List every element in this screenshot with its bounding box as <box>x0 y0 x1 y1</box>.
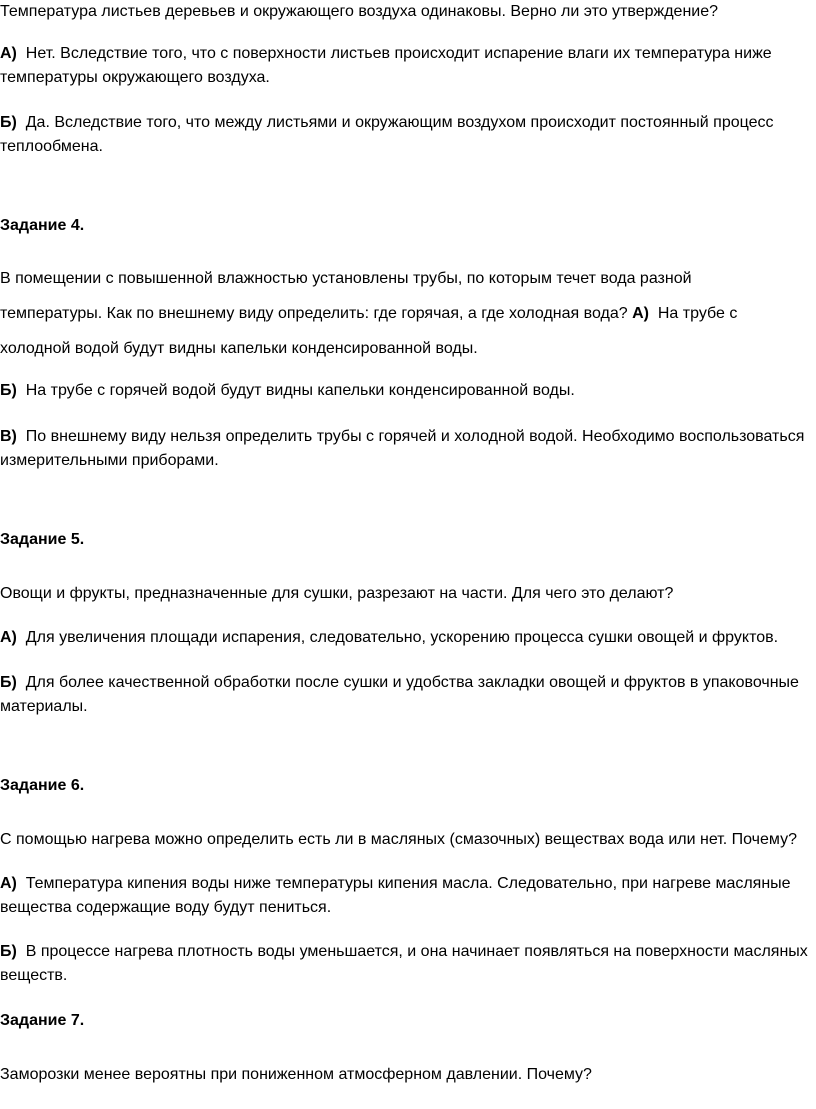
task4-answer-c-line2: измерительными приборами. <box>0 452 219 469</box>
answer-a-text: На трубе с <box>657 305 738 322</box>
task4-question-line1: В помещении с повышенной влажностью установлены трубы, по которым течет вода разной <box>0 270 692 287</box>
task5-answer-a-line1 <box>0 627 778 649</box>
answer-a-text: Температура кипения воды ниже температуры кипения масла. Следовательно, при нагреве масляные <box>25 875 791 892</box>
intro-answer-b-line1 <box>0 112 774 134</box>
task6-heading: Задание 6. <box>0 777 85 794</box>
task4-question-text: температуры. Как по внешнему виду определить: где горячая, а где холодная вода? <box>0 305 628 322</box>
answer-a-text: Для увеличения площади испарения, следовательно, ускорению процесса сушки овощей и фруктов. <box>25 629 779 646</box>
intro-answer-a-line1 <box>0 43 772 65</box>
answer-b-text: В процессе нагрева плотность воды уменьшается, и она начинает появляться на поверхности масляных <box>25 943 808 960</box>
task5-answer-b-line2: материалы. <box>0 698 88 715</box>
task4-question-line2 <box>0 303 737 325</box>
answer-c-label: В) <box>0 428 17 445</box>
task6-answer-b-line1 <box>0 941 808 963</box>
answer-a-label: А) <box>0 45 17 62</box>
answer-b-text: На трубе с горячей водой будут видны капельки конденсированной воды. <box>25 382 575 399</box>
task5-heading: Задание 5. <box>0 531 85 548</box>
task6-answer-b-line2: веществ. <box>0 967 68 984</box>
task4-answer-c-line1 <box>0 426 804 448</box>
answer-b-label: Б) <box>0 674 17 691</box>
intro-answer-b-line2: теплообмена. <box>0 138 103 155</box>
answer-a-label: А) <box>0 629 17 646</box>
task5-question: Овощи и фрукты, предназначенные для сушки, разрезают на части. Для чего это делают? <box>0 585 674 602</box>
task7-question: Заморозки менее вероятны при пониженном атмосферном давлении. Почему? <box>0 1066 592 1083</box>
task6-answer-a-line1 <box>0 873 791 895</box>
answer-a-label: А) <box>632 305 649 322</box>
intro-question: Температура листьев деревьев и окружающего воздуха одинаковы. Верно ли это утверждение? <box>0 3 719 20</box>
answer-b-label: Б) <box>0 382 17 399</box>
answer-b-text: Да. Вследствие того, что между листьями и окружающим воздухом происходит постоянный процесс <box>25 114 774 131</box>
task5-answer-b-line1 <box>0 672 799 694</box>
answer-c-text: По внешнему виду нельзя определить трубы с горячей и холодной водой. Необходимо воспользоваться <box>25 428 805 445</box>
task4-heading: Задание 4. <box>0 217 85 234</box>
intro-answer-a-line2: температуры окружающего воздуха. <box>0 69 270 86</box>
task4-answer-b-line1 <box>0 380 575 402</box>
task7-heading: Задание 7. <box>0 1012 85 1029</box>
answer-b-label: Б) <box>0 943 17 960</box>
answer-a-label: А) <box>0 875 17 892</box>
task4-answer-a-line2: холодной водой будут видны капельки конденсированной воды. <box>0 340 478 357</box>
task6-question: С помощью нагрева можно определить есть ли в масляных (смазочных) веществах вода или нет. Почему? <box>0 831 797 848</box>
answer-b-label: Б) <box>0 114 17 131</box>
task6-answer-a-line2: вещества содержащие воду будут пениться. <box>0 899 332 916</box>
answer-b-text: Для более качественной обработки после сушки и удобства закладки овощей и фруктов в упаковочные <box>25 674 799 691</box>
answer-a-text: Нет. Вследствие того, что с поверхности листьев происходит испарение влаги их температура ниже <box>25 45 772 62</box>
